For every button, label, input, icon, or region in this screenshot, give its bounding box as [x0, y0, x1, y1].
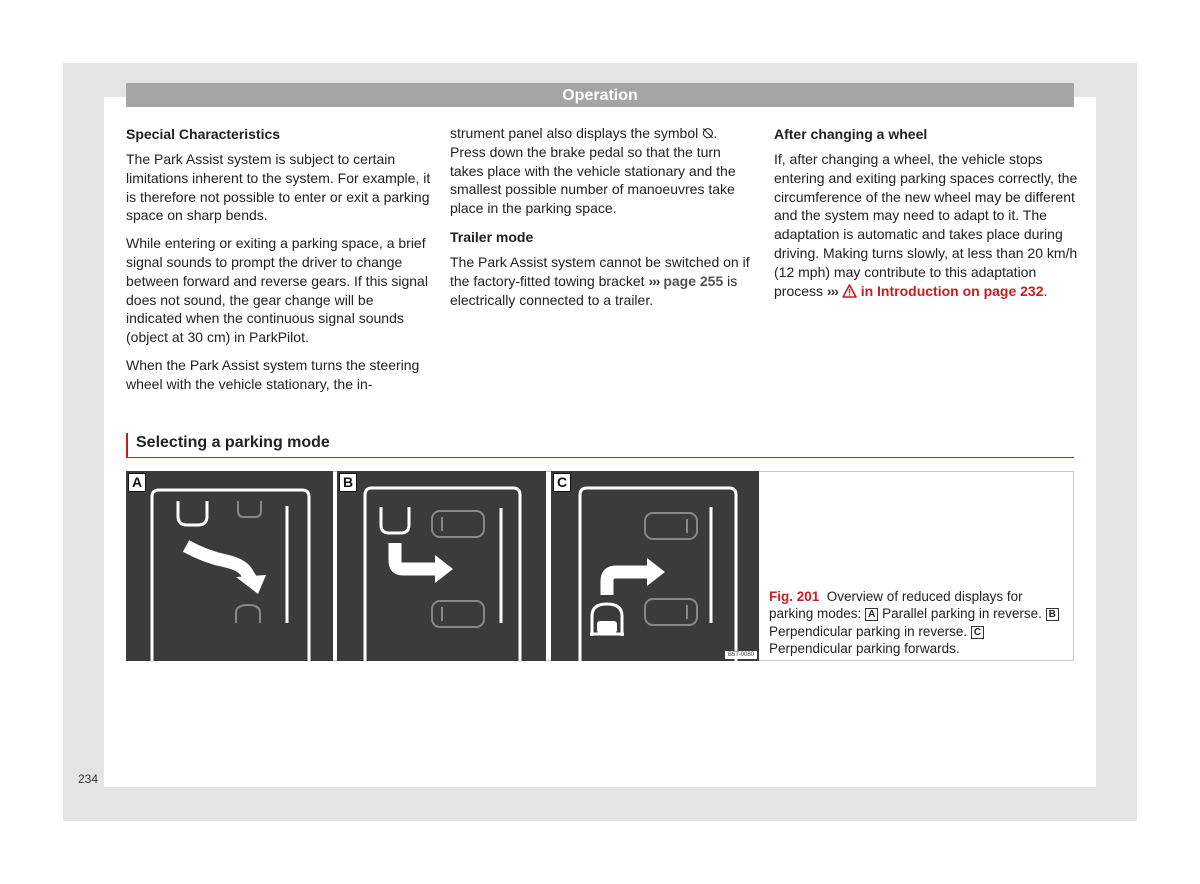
- heading-trailer-mode: Trailer mode: [450, 228, 534, 245]
- key-box: C: [971, 626, 984, 639]
- heading-after-changing-wheel: After changing a wheel: [774, 126, 928, 142]
- section-header: Operation: [126, 83, 1074, 107]
- perpendicular-reverse-diagram: [337, 471, 546, 661]
- paragraph: The Park Assist system cannot be switched on if the factory-fitted towing bracket ››› page 255 is electrically connected to a trailer.: [450, 253, 750, 308]
- figure-panel-b: [337, 471, 546, 661]
- perpendicular-forward-diagram: [551, 471, 759, 661]
- warning-triangle-icon: [842, 284, 857, 298]
- warning-link[interactable]: in Introduction on page 232: [860, 282, 1044, 299]
- figure-panel-c: [551, 471, 759, 661]
- heading-special-characteristics: Special Characteristics: [126, 126, 281, 142]
- panel-letter: C: [553, 473, 571, 492]
- paragraph: When the Park Assist system turns the steering wheel with the vehicle stationary, the in-: [126, 356, 420, 392]
- page-number: 234: [78, 772, 99, 786]
- figure-caption: Fig. 201 Overview of reduced displays for parking modes: A Parallel parking in reverse. B Perpendicular parking in reverse. C Perpendicular parking forwards.: [769, 588, 1061, 658]
- page-link[interactable]: page 255: [663, 272, 724, 289]
- figure-code: B5T-0080: [725, 651, 757, 659]
- steering-symbol-icon: ⦰: [702, 125, 714, 141]
- accent-bar: [126, 433, 128, 457]
- figure-label: Fig. 201: [769, 589, 820, 604]
- figure-panel-a: [126, 471, 333, 661]
- column-2: [450, 124, 756, 318]
- paragraph: While entering or exiting a parking space, a brief signal sounds to prompt the driver to change between forward and reverse gears. If this signal does not sound, the gear change will be indicated when the continuous signal sounds (object at 30 cm) in ParkPilot.: [126, 235, 428, 346]
- parallel-reverse-diagram: [126, 471, 333, 661]
- key-box: B: [1046, 608, 1059, 621]
- panel-letter: A: [128, 473, 146, 492]
- paragraph: The Park Assist system is subject to certain limitations inherent to the system. For example, it is therefore not possible to enter or exit a parking space on sharp bends.: [126, 151, 431, 224]
- section-title: Selecting a parking mode: [126, 433, 1074, 458]
- paragraph: If, after changing a wheel, the vehicle stops entering and exiting parking spaces correctly, the circumference of the new wheel may be different and the system may need to adapt to it. The adaptation is automatic and takes place during driving. Making turns slowly, at less than 20 km/h (12 mph) may contribute to this adaptation process ››› in Introduction on page 232.: [774, 151, 1078, 299]
- paragraph: strument panel also displays the symbol ⦰. Press down the brake pedal so that the turn takes place with the vehicle stationary and the smallest possible number of manoeuvres take place in the parking space.: [450, 125, 736, 217]
- cross-reference-arrows-icon: ›››: [826, 282, 838, 299]
- column-3: [774, 124, 1080, 309]
- column-1: [126, 124, 432, 403]
- panel-letter: B: [339, 473, 357, 492]
- cross-reference-arrows-icon: ›››: [648, 272, 660, 289]
- key-box: A: [865, 608, 878, 621]
